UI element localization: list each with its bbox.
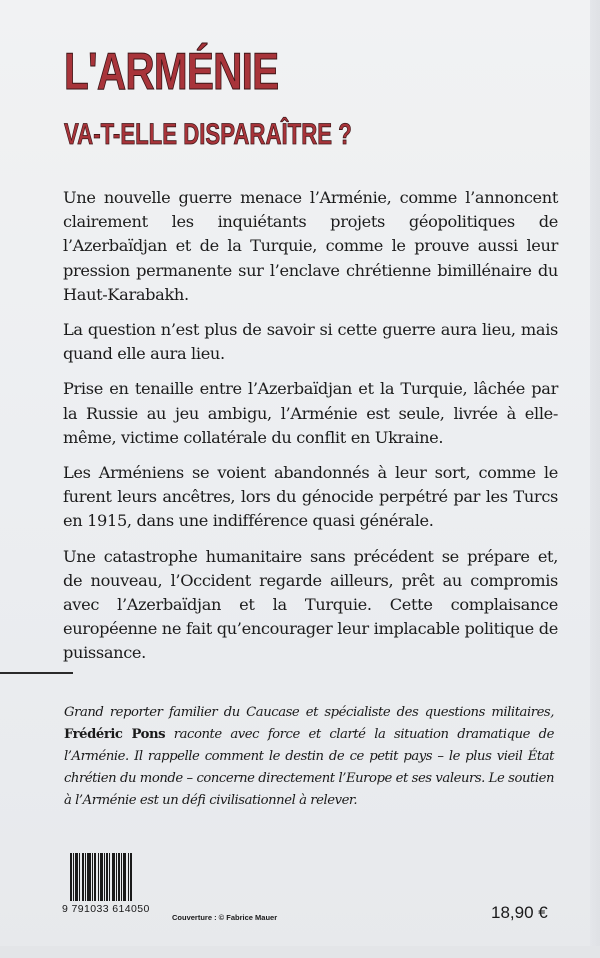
author-bio-intro: Grand reporter familier du Caucase et spécialiste des questions militaires,	[64, 705, 554, 720]
section-divider	[0, 672, 73, 674]
author-bio-rest: raconte avec force et clarté la situation dramatique de l’Arménie. Il rappelle comment le destin de ce petit pays – le plus vieil État chrétien du monde – concerne directement l’Europe et ses valeurs. Le soutien à l’Arménie est un défi civilisationnel à relever.	[64, 727, 554, 808]
isbn-number: 9 791033 614050	[62, 903, 150, 915]
cover-right-edge	[590, 0, 600, 958]
blurb-text	[63, 186, 558, 677]
cover-bottom-edge	[0, 946, 600, 958]
book-subtitle: VA-T-ELLE DISPARAÎTRE ?	[64, 118, 352, 151]
barcode	[70, 853, 150, 901]
price: 18,90 €	[491, 903, 548, 922]
blurb-paragraph: Les Arméniens se voient abandonnés à leur sort, comme le furent leurs ancêtres, lors du génocide perpétré par les Turcs en 1915, dans une indifférence quasi générale.	[63, 463, 558, 531]
cover-credit: Couverture : © Fabrice Mauer	[172, 913, 278, 922]
blurb-paragraph: Une catastrophe humanitaire sans précédent se prépare et, de nouveau, l’Occident regarde ailleurs, prêt au compromis avec l’Azerbaïdjan et la Turquie. Cette complaisance européenne ne fait qu’encourager leur implacable politique de puissance.	[63, 546, 558, 663]
blurb-paragraph: Une nouvelle guerre menace l’Arménie, comme l’annoncent clairement les inquiétants projets géopolitiques de l’Azerbaïdjan et de la Turquie, comme le prouve aussi leur pression permanente sur l’enclave chrétienne bimillénaire du Haut-Karabakh.	[63, 188, 558, 304]
author-name: Frédéric Pons	[64, 727, 166, 742]
blurb-paragraph: La question n’est plus de savoir si cette guerre aura lieu, mais quand elle aura lieu.	[63, 320, 558, 364]
author-bio	[64, 702, 554, 812]
book-title: L'ARMÉNIE	[64, 43, 279, 101]
blurb-paragraph: Prise en tenaille entre l’Azerbaïdjan et la Turquie, lâchée par la Russie au jeu ambigu, l’Arménie est seule, livrée à elle-même, victime collatérale du conflit en Ukraine.	[63, 379, 558, 447]
barcode-gap	[132, 853, 133, 901]
